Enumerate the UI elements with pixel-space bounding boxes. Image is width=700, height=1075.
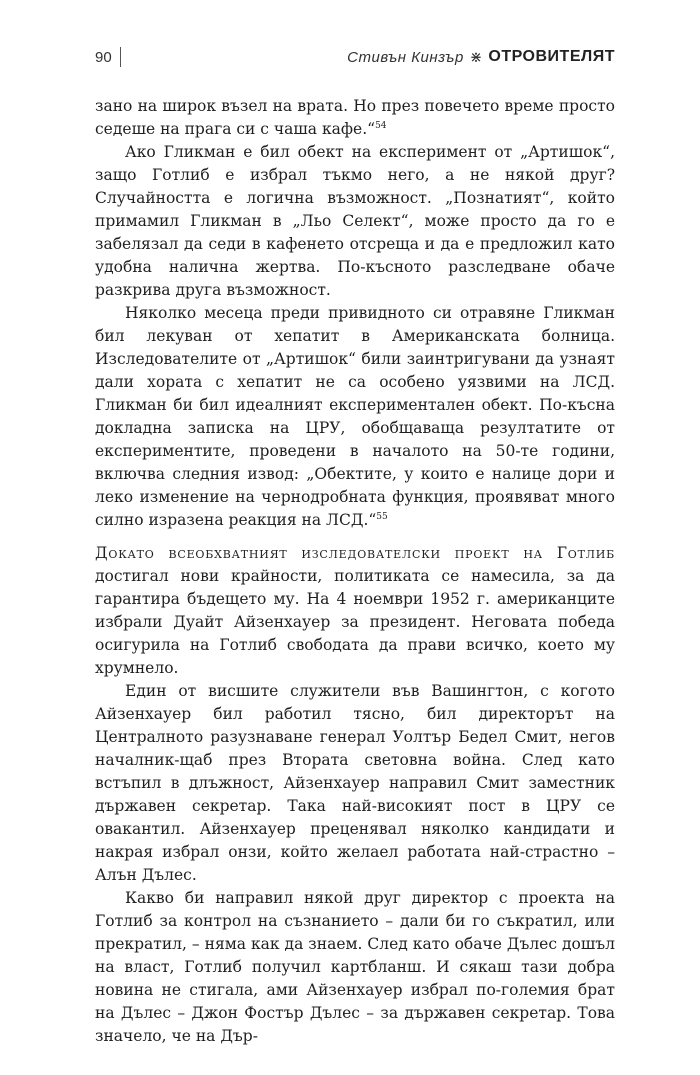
- page-number: 90: [95, 48, 112, 66]
- section-1: [95, 95, 615, 532]
- section-2: [95, 542, 615, 1048]
- header-left: [95, 47, 121, 67]
- paragraph: Ако Гликман е бил обект на експеримент от „Артишок“, защо Готлиб е избрал тъкмо него, а не някой друг? Случайността е логична възможност. „Познатият“, който примамил Гликман в „Льо Селект“, може просто да го е забелязал да седи в кафенето отсреща и да е предложил като удобна налична жертва. По-късното разследване обаче разкрива друга възможност.: [95, 143, 615, 299]
- footnote-ref: 55: [376, 511, 388, 522]
- paragraph: Няколко месеца преди привидното си отравяне Гликман бил лекуван от хепатит в Американската болница. Изследователите от „Артишок“ били заинтригувани да узнаят дали хората с хепатит не са особено уязвими на ЛСД. Гликман би бил идеалният експериментален обект. По-късна докладна записка на ЦРУ, обобщаваща резултатите от експериментите, проведени в началото на 50-те години, включва следния извод: „Обектите, у които е налице дори и леко изменение на чернодробната функция, проявяват много силно изразена реакция на ЛСД.“$^{55}$: [95, 304, 615, 529]
- running-author: Стивън Кинзър: [347, 48, 464, 66]
- footnote-ref: 54: [375, 120, 387, 131]
- paragraph: Един от висшите служители във Вашингтон, с когото Айзенхауер бил работил тясно, бил директорът на Централното разузнаване генерал Уолтър Бедел Смит, негов началник-щаб през Втората световна война. След като встъпил в длъжност, Айзенхауер направил Смит заместник държавен секретар. Така най-високият пост в ЦРУ се овакантил. Айзенхауер преценявал няколко кандидати и накрая избрал онзи, който желаел работата най-страстно – Алън Дълес.: [95, 682, 615, 884]
- ornament-icon: ⋇: [469, 49, 483, 66]
- paragraph-continued: зано на широк възел на врата. Но през повечето време просто седеше на прага си с чаша кафе.“$^{54}$: [95, 97, 615, 138]
- running-title: ОТРОВИТЕЛЯТ: [488, 48, 615, 65]
- section-opening-paragraph: Докато всеобхватният изследователски проект на Готлиб достигал нови крайности, политиката се намесила, за да гарантира бъдещето му. На 4 ноември 1952 г. американците избрали Дуайт Айзенхауер за президент. Неговата победа осигурила на Готлиб свободата да прави всичко, което му хрумнело.: [95, 544, 615, 677]
- header-right: [347, 48, 615, 66]
- header-separator: [120, 47, 121, 67]
- section-lead-in: Докато всеобхватният изследователски проект на Готлиб: [95, 544, 615, 562]
- paragraph: Какво би направил някой друг директор с проекта на Готлиб за контрол на съзнанието – дали би го съкратил, или прекратил, – няма как да знаем. След като обаче Дълес дошъл на власт, Готлиб получил картбланш. И сякаш тази добра новина не стигала, ами Айзенхауер избрал по-големия брат на Дълес – Джон Фостър Дълес – за държавен секретар. Това значело, че на Дър-: [95, 889, 615, 1045]
- page-header: [95, 42, 615, 72]
